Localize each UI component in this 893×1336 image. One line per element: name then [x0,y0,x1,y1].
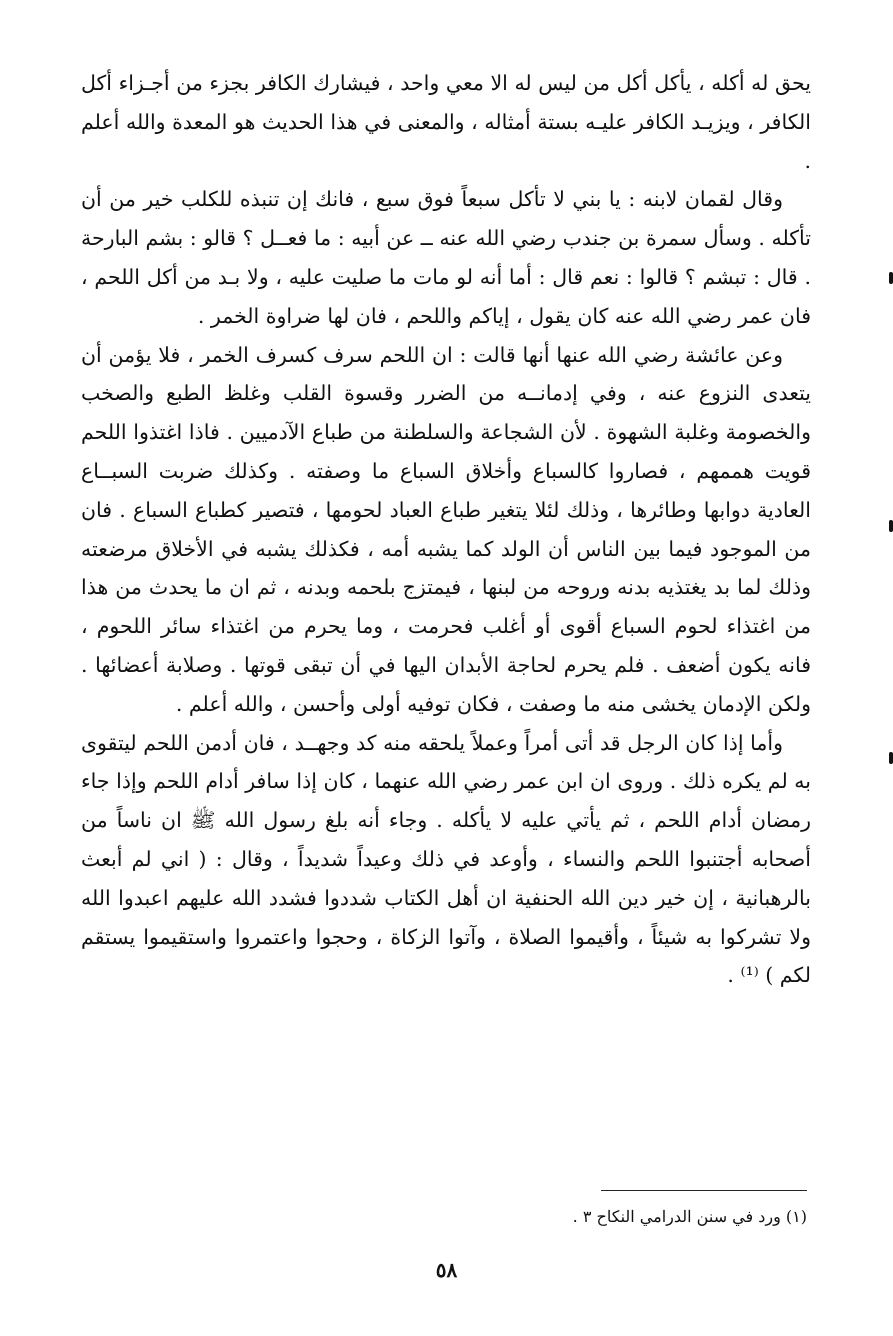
page-number: ٥٨ [435,1258,458,1282]
edge-mark [889,272,893,284]
paragraph-2: وقال لقمان لابنه : يا بني لا تأكل سبعاً فوق سبع ، فانك إن تنبذه للكلب خير من أن تأكله . وسأل سمرة بن جندب رضي الله عنه ــ عن أبيه : ما فعــل ؟ قالو : بشم البارحة . قال : تبشم ؟ قالوا : نعم قال : أما أنه لو مات ما صليت عليه ، ولا بـد من أكل اللحم ، فان عمر رضي الله عنه كان يقول ، إياكم واللحم ، فان لها ضراوة الخمر . [81,187,811,328]
main-text [81,64,811,995]
footnote-divider [601,1190,807,1191]
paragraph-1: يحق له أكله ، يأكل أكل من ليس له الا معي واحد ، فيشارك الكافر بجزء من أجـزاء أكل الكافر ، ويزيـد الكافر عليـه بستة أمثاله ، والمعنى في هذا الحديث هو المعدة والله أعلم . [81,71,811,173]
footnote: (١) ورد في سنن الدرامي النكاح ٣ . [572,1207,807,1226]
paragraph-3: وعن عائشة رضي الله عنها أنها قالت : ان اللحم سرف كسرف الخمر ، فلا يؤمن أن يتعدى النزوع عنه ، وفي إدمانــه من الضرر وقسوة القلب وغلظ الطبع والصخب والخصومة وغلبة الشهوة . لأن الشجاعة والسلطنة من طباع الآدميين . فاذا اغتذوا اللحم قويت هممهم ، فصاروا كالسباع وأخلاق السباع ما وصفته . وكذلك ضربت السبــاع العادية دوابها وطائرها ، وذلك لئلا يتغير طباع العباد لحومها ، فتصير كطباع السباع . فان من الموجود فيما بين الناس أن الولد كما يشبه أمه ، فكذلك يشبه في الأخلاق مرضعته وذلك لما بد يغتذيه بدنه وروحه من لبنها ، فيمتزج بلحمه وبدنه ، ثم ان ما يحدث من هذا من اغتذاء لحوم السباع أقوى أو أغلب فحرمت ، وما يحرم من اغتذاء سائر اللحوم ، فانه يكون أضعف . فلم يحرم لحاجة الأبدان اليها في أن تبقى قوتها . وصلابة أعضائها . ولكن الإدمان يخشى منه ما وصفت ، فكان توفيه أولى وأحسن ، والله أعلم . [81,342,811,716]
edge-mark [889,752,893,764]
paragraph-4: وأما إذا كان الرجل قد أتى أمراً وعملاً يلحقه منه كد وجهــد ، فان أدمن اللحم ليتقوى به لم يكره ذلك . وروى ان ابن عمر رضي الله عنهما ، كان إذا سافر أدام اللحم وإذا جاء رمضان أدام اللحم ، ثم يأتي عليه لا يأكله . وجاء أنه بلغ رسول الله ﷺ ان ناساً من أصحابه أجتنبوا اللحم والنساء ، وأوعد في ذلك وعيداً شديداً ، وقال : ( اني لم أبعث بالرهبانية ، إن خير دين الله الحنفية ان أهل الكتاب شددوا فشدد الله عليهم اعبدوا الله ولا تشركوا به شيئاً ، وأقيموا الصلاة ، وآتوا الزكاة ، وحجوا واعتمروا واستقيموا يستقم لكم ) ⁽¹⁾ . [81,730,811,988]
edge-mark [889,520,893,532]
